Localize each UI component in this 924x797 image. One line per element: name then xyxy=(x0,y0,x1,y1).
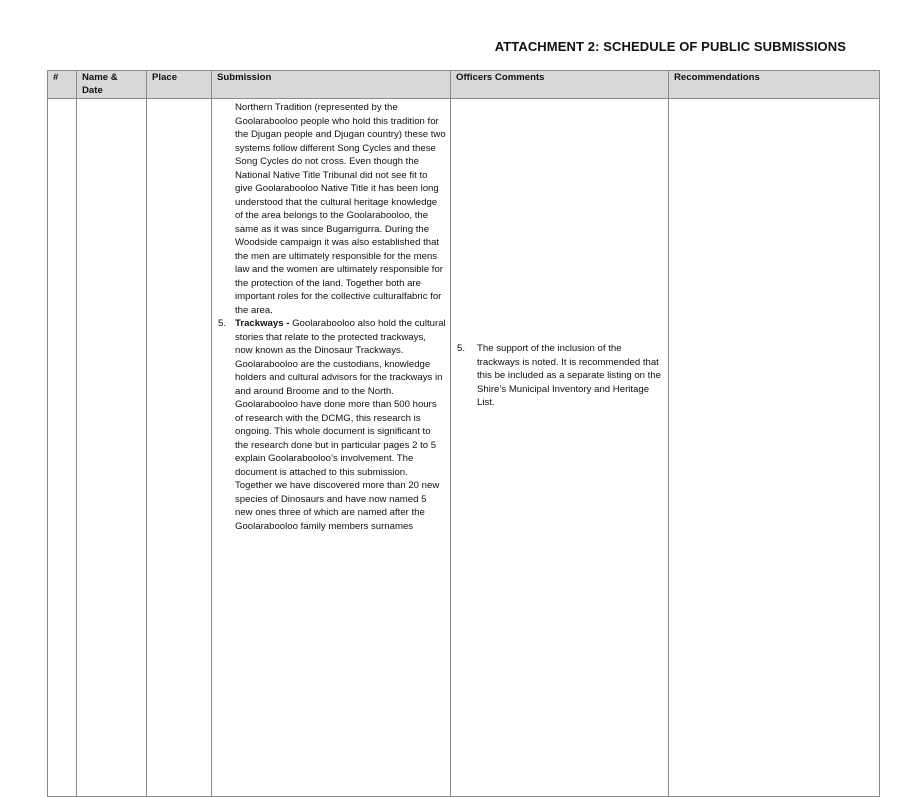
column-header-officers-comments: Officers Comments xyxy=(451,71,669,99)
table-row xyxy=(48,99,880,797)
cell-officers-comments xyxy=(451,99,669,797)
column-header-place: Place xyxy=(147,71,212,99)
column-header-recommendations: Recommendations xyxy=(669,71,880,99)
submission-item-text: Goolarabooloo also hold the cultural stories that relate to the protected trackways, now known as the Dinosaur Trackways. Goolarabooloo are the custodians, knowledge holders and cultural advisors for the trackways in and around Broome and to the North. Goolarabooloo have done more than 500 hours of research with the DCMG, this research is ongoing. This whole document is significant to the research done but in particular pages 2 to 5 explain Goolarabooloo’s involvement. The document is attached to this submission. Together we have discovered more than 20 new species of Dinosaurs and have now named 5 new ones three of which are named after the Goolarabooloo family members surnames xyxy=(235,318,446,532)
column-header-name-date: Name & Date xyxy=(77,71,147,99)
submission-item-heading: Trackways - xyxy=(235,318,290,329)
cell-recommendations xyxy=(669,99,880,797)
submission-item-5 xyxy=(218,317,446,533)
cell-place xyxy=(147,99,212,797)
column-header-submission: Submission xyxy=(212,71,451,99)
officer-comment-item-5 xyxy=(457,342,662,410)
submission-item-number: 5. xyxy=(218,318,227,329)
column-header-number: # xyxy=(48,71,77,99)
officer-comment-number: 5. xyxy=(457,343,466,354)
submission-continued-text: Northern Tradition (represented by the Goolarabooloo people who hold this tradition for the Djugan people and Djugan country) these two systems follow different Song Cycles and these Song Cycles do not cross. Even though the National Native Title Tribunal did not see fit to give Goolarabooloo Native Title it has been long understood that the cultural heritage knowledge of the area belongs to the Goolarabooloo, the same as it was since Bugarrigurra. During the Woodside campaign it was also established that the men are ultimately responsible for the mens law and the women are ultimately responsible for the protection of the land. Together both are important roles for the collective culturalfabric for the area. xyxy=(235,102,446,316)
table-header-row xyxy=(48,71,880,99)
cell-name-date xyxy=(77,99,147,797)
document-title: ATTACHMENT 2: SCHEDULE OF PUBLIC SUBMISSIONS xyxy=(494,39,846,54)
cell-submission xyxy=(212,99,451,797)
submissions-table xyxy=(47,70,880,797)
officer-comment-text: The support of the inclusion of the trackways is noted. It is recommended that this be included as a separate listing on the Shire’s Municipal Inventory and Heritage List. xyxy=(477,343,662,408)
cell-number xyxy=(48,99,77,797)
